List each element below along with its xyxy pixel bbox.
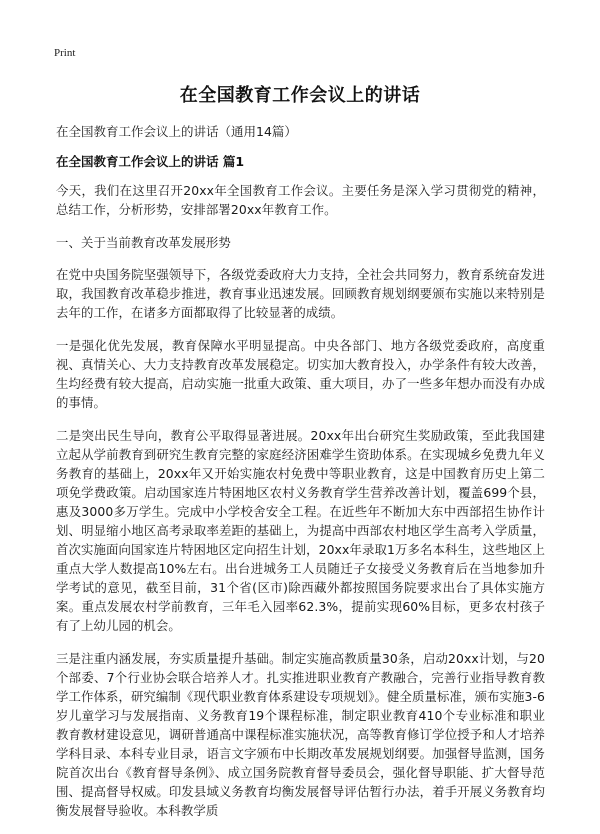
paragraph-point-three: 三是注重内涵发展，夯实质量提升基础。制定实施高教质量30条，启动20xx计划，与20个部委、7个行业协会联合培养人才。扎实推进职业教育产教融合，完善行业指导教育教学工作体系，研究编制《现代职业教育体系建设专项规划》。健全质量标准，颁布实施3-6岁儿童学习与发展指南、义务教育19个课程标准，制定职业教育410个专业标准和职业教育教材建设意见，调研普通高中课程标准实施状况，高等教育修订学位授予和人才培养学科目录、本科专业目录，语言文字颁布中长期改革发展规划纲要。加强督导监测，国务院首次出台《教育督导条例》、成立国务院教育督导委员会，强化督导职能、扩大督导范围、提高督导权威。印发县域义务教育均衡发展督导评估暂行办法，着手开展义务教育均衡发展督导验收。本科教学质	[56, 651, 545, 818]
print-link[interactable]: Print	[54, 47, 76, 59]
paragraph-heading: 一、关于当前教育改革发展形势	[56, 235, 231, 250]
document-body	[56, 181, 545, 834]
document-subtitle: 在全国教育工作会议上的讲话（通用14篇）	[56, 124, 297, 139]
paragraph-intro: 今天，我们在这里召开20xx年全国教育工作会议。主要任务是深入学习贯彻党的精神，总结工作，分析形势，安排部署20xx年教育工作。	[56, 183, 545, 217]
paragraph-point-one: 一是强化优先发展，教育保障水平明显提高。中央各部门、地方各级党委政府，高度重视、真情关心、大力支持教育改革发展稳定。切实加大教育投入，办学条件有较大改善，生均经费有较大提高，启动实施一批重大政策、重大项目，办了一些多年想办而没有办成的事情。	[56, 338, 545, 410]
paragraph-point-two: 二是突出民生导向，教育公平取得显著进展。20xx年出台研究生奖励政策，至此我国建立起从学前教育到研究生教育完整的家庭经济困难学生资助体系。在实现城乡免费九年义务教育的基础上，20xx年又开始实施农村免费中等职业教育，这是中国教育历史上第二项免学费政策。启动国家连片特困地区农村义务教育学生营养改善计划，覆盖699个县，惠及3000多万学生。完成中小学校舍安全工程。在近些年不断加大东中西部招生协作计划、明显缩小地区高考录取率差距的基础上，为提高中西部农村地区学生高考入学质量，首次实施面向国家连片特困地区定向招生计划，20xx年录取1万多名本科生，这些地区上重点大学人数提高10%左右。出台进城务工人员随迁子女接受义务教育后在当地参加升学考试的意见，截至目前，31个省(区市)除西藏外都按照国务院要求出台了具体实施方案。重点发展农村学前教育，三年毛入园率62.3%，提前实现60%目标，更多农村孩子有了上幼儿园的机会。	[56, 428, 545, 633]
page-title: 在全国教育工作会议上的讲话	[179, 85, 421, 106]
paragraph-overview: 在党中央国务院坚强领导下，各级党委政府大力支持，全社会共同努力，教育系统奋发进取，我国教育改革稳步推进，教育事业迅速发展。回顾教育规划纲要颁布实施以来特别是去年的工作，在诸多方面都取得了比较显著的成绩。	[56, 267, 545, 320]
section-heading: 在全国教育工作会议上的讲话 篇1	[56, 154, 245, 169]
